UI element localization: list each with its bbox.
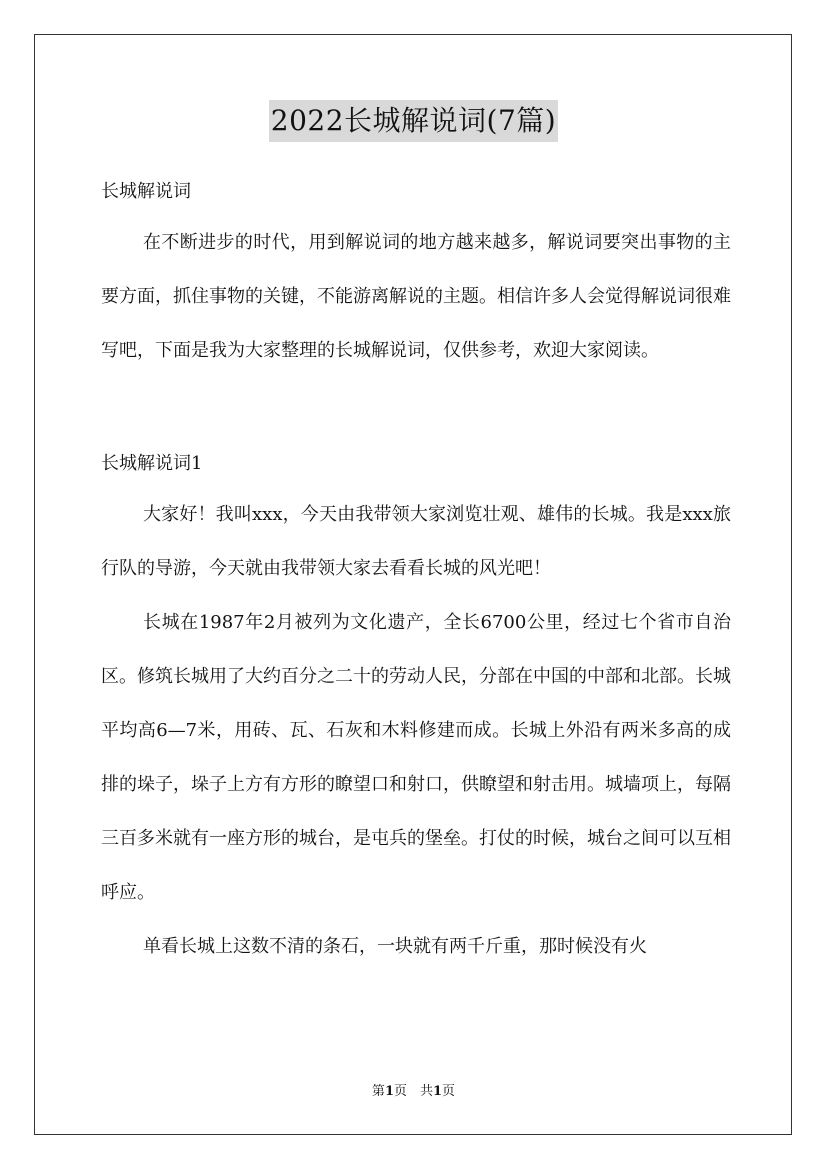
title-wrap [0,100,827,142]
intro-heading: 长城解说词 [101,181,191,202]
document-title: 2022长城解说词(7篇) [269,100,558,142]
section1-heading: 长城解说词1 [101,453,203,474]
footer-page-current: 1 [384,1084,394,1099]
footer-page-total: 1 [433,1084,443,1099]
footer-mid: 页 共 [393,1084,433,1099]
section-spacer [101,378,731,444]
page-footer [0,1083,827,1101]
document-body [101,172,731,974]
section1-paragraph-2: 长城在1987年2月被列为文化遗产，全长6700公里，经过七个省市自治区。修筑长城用了大约百分之二十的劳动人民，分部在中国的中部和北部。长城平均高6—7米，用砖、瓦、石灰和木料修建而成。长城上外沿有两米多高的成排的垛子，垛子上方有方形的瞭望口和射口，供瞭望和射击用。城墙项上，每隔三百多米就有一座方形的城台，是屯兵的堡垒。打仗的时候，城台之间可以互相呼应。 [101,612,731,903]
footer-prefix: 第 [371,1084,385,1099]
section1-paragraph-1: 大家好！我叫xxx，今天由我带领大家浏览壮观、雄伟的长城。我是xxx旅行队的导游，今天就由我带领大家去看看长城的风光吧！ [101,504,731,579]
section1-paragraph-3: 单看长城上这数不清的条石，一块就有两千斤重，那时候没有火 [143,936,647,957]
footer-suffix: 页 [442,1084,456,1099]
intro-paragraph: 在不断进步的时代，用到解说词的地方越来越多，解说词要突出事物的主要方面，抓住事物的关键，不能游离解说的主题。相信许多人会觉得解说词很难写吧，下面是我为大家整理的长城解说词，仅供参考，欢迎大家阅读。 [101,232,731,361]
